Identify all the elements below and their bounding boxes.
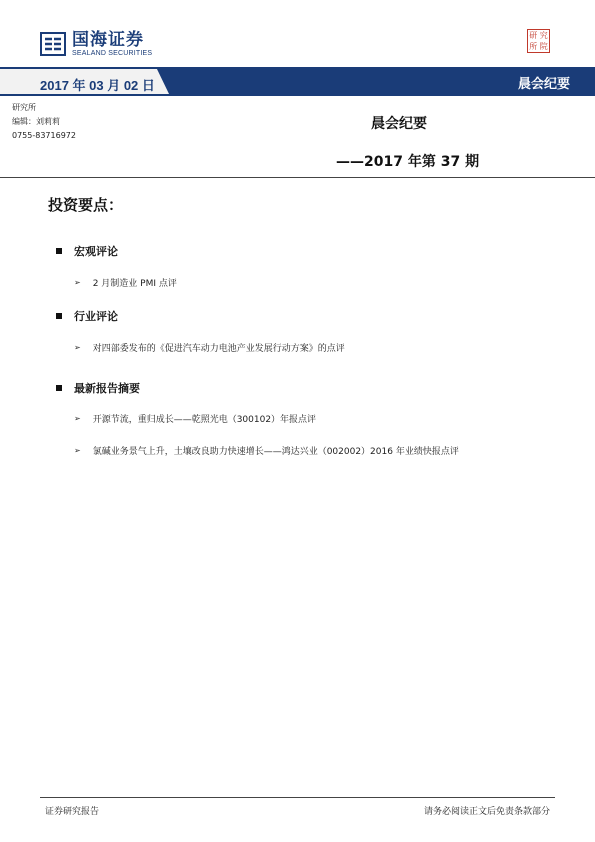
section-heading: 投资要点： [48,196,124,214]
logo-english-name: SEALAND SECURITIES [72,49,153,57]
research-seal-stamp: 研 究 所 院 [527,29,550,53]
category-macro [56,243,118,259]
list-item[interactable] [74,412,316,425]
arrow-bullet-icon: ➢ [74,414,81,423]
category-label: 行业评论 [74,310,118,323]
phone: 0755-83716972 [12,131,76,140]
divider [0,177,595,178]
footer-divider [40,797,555,798]
list-item-text[interactable]: 2 月制造业 PMI 点评 [92,279,177,289]
title-panel [170,67,595,96]
header-band [0,67,595,96]
list-item-text[interactable]: 对四部委发布的《促进汽车动力电池产业发展行动方案》的点评 [92,344,345,354]
logo-chinese-name: 国海证券 [72,29,144,50]
list-item[interactable] [74,341,345,354]
department: 研究所 [12,103,36,112]
date-panel [0,67,170,96]
square-bullet-icon [56,248,62,254]
arrow-bullet-icon: ➢ [74,343,81,352]
square-bullet-icon [56,385,62,391]
list-item-text[interactable]: 氯碱业务景气上升，土壤改良助力快速增长——鸿达兴业（002002）2016 年业绩快报点评 [92,447,459,457]
sealand-logo-icon [40,31,66,57]
list-item[interactable] [74,444,459,457]
category-label: 最新报告摘要 [74,382,140,395]
category-label: 宏观评论 [74,245,118,258]
category-latest-reports [56,380,140,396]
issue-number: ——2017 年第 37 期 [336,154,480,170]
list-item-text[interactable]: 开源节流，重归成长——乾照光电（300102）年报点评 [92,415,317,425]
arrow-bullet-icon: ➢ [74,446,81,455]
report-date: 2017 年 03 月 02 日 [40,78,155,93]
footer-disclaimer: 请务必阅读正文后免责条款部分 [423,807,550,817]
band-title: 晨会纪要 [517,77,570,92]
arrow-bullet-icon: ➢ [74,278,81,287]
square-bullet-icon [56,313,62,319]
footer-report-type: 证券研究报告 [45,807,100,817]
author-info [12,101,76,143]
company-logo [40,29,152,59]
document-title: 晨会纪要 [371,116,427,132]
list-item[interactable] [74,276,177,289]
category-industry [56,308,118,324]
editor: 编辑：刘莉莉 [12,117,60,126]
